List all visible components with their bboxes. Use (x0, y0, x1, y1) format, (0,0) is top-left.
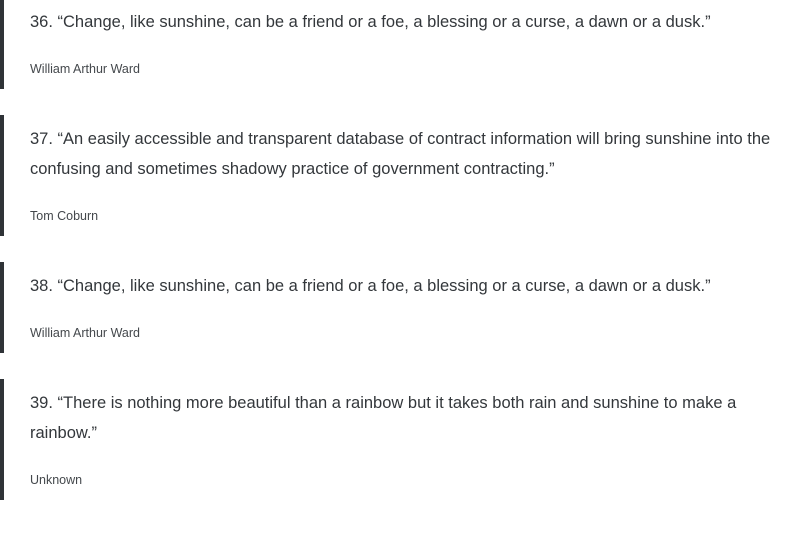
quote-spacer (0, 353, 807, 379)
quote-block (0, 0, 807, 89)
quote-block (0, 115, 807, 236)
quote-text: 37. “An easily accessible and transparent database of contract information will bring sunshine into the confusing and sometimes shadowy practice of government contracting.” (30, 130, 771, 178)
quote-spacer (0, 89, 807, 115)
quote-block (0, 262, 807, 353)
quote-spacer (0, 236, 807, 262)
quote-text: 38. “Change, like sunshine, can be a friend or a foe, a blessing or a curse, a dawn or a dusk.” (30, 277, 711, 296)
quote-author: Tom Coburn (30, 209, 99, 224)
quote-block (0, 379, 807, 500)
quote-text: 36. “Change, like sunshine, can be a friend or a foe, a blessing or a curse, a dawn or a dusk.” (30, 13, 711, 31)
quote-author: Unknown (30, 473, 83, 488)
quote-text: 39. “There is nothing more beautiful than a rainbow but it takes both rain and sunshine to make a rainbow.” (30, 394, 737, 442)
quote-author: William Arthur Ward (30, 326, 140, 341)
quote-author: William Arthur Ward (30, 62, 140, 77)
